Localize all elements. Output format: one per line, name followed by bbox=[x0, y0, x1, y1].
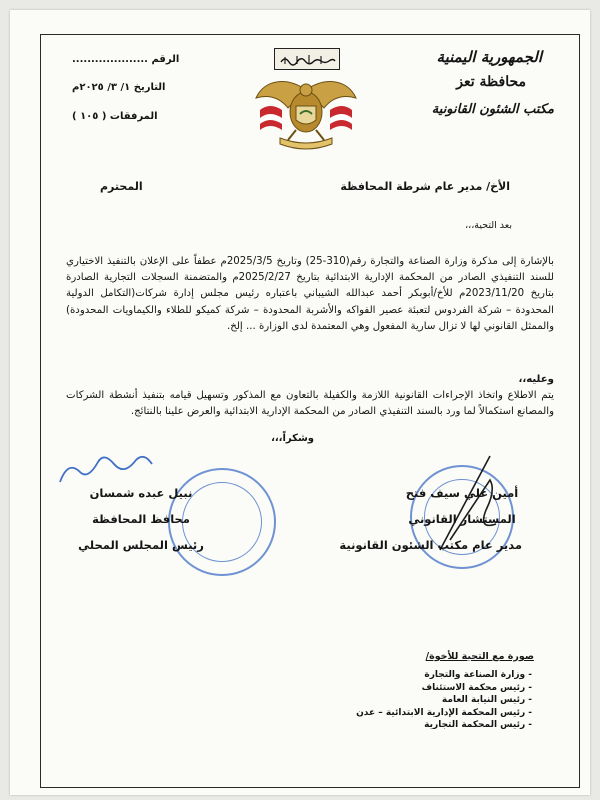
body-paragraph-2 bbox=[66, 372, 554, 421]
legal-advisor-signature bbox=[339, 480, 522, 558]
instruction-text: يتم الاطلاع واتخاذ الإجراءات القانونية اللازمة والكفيلة بالتعاون مع المذكور وتسهيل قيامه بتنفيذ أنشطة الشركات والمصانع استكمالاً لما ورد بالسند التنفيذي الصادر من المحكمة الإدارية الابتدائية والعرض علينا بالنتائج. bbox=[66, 390, 554, 418]
country-name: الجمهورية اليمنية bbox=[436, 48, 542, 66]
recipient: الأخ/ مدير عام شرطة المحافظة bbox=[340, 180, 510, 193]
cc-title: صورة مع التحية للأخوة/ bbox=[425, 651, 534, 662]
yemen-emblem-icon bbox=[252, 72, 360, 152]
cc-list bbox=[356, 669, 532, 732]
honorific: المحترم bbox=[100, 180, 143, 193]
governor-title: محافظ المحافظة bbox=[92, 512, 190, 526]
legal-advisor-title: المستشار القانوني bbox=[408, 512, 516, 526]
cc-item: - رئيس محكمة الاستئناف bbox=[421, 682, 532, 693]
and-accordingly-text: وعليه،، bbox=[518, 374, 554, 385]
greeting: بعد التحية،،، bbox=[465, 220, 512, 231]
cc-item: - رئيس المحكمة الإدارية الابتدائية – عدن bbox=[356, 707, 532, 718]
governor-name: نبيل عبده شمسان bbox=[89, 486, 193, 500]
legal-advisor-name: أمين علي سيف فتح bbox=[405, 486, 519, 500]
legal-advisor-position: مدير عام مكتب الشئون القانونية bbox=[339, 538, 522, 552]
cc-item: - رئيس المحكمة التجارية bbox=[424, 720, 532, 731]
office-name: مكتب الشئون القانونية bbox=[431, 102, 554, 117]
cc-item: - وزارة الصناعة والتجارة bbox=[424, 670, 532, 680]
attachments-count: المرفقات ( ١٠٥ ) bbox=[72, 111, 158, 122]
governor-position: رئيس المجلس المحلي bbox=[78, 538, 204, 552]
letter-date: التاريخ ١/ ٣/ ٢٠٢٥م bbox=[72, 82, 166, 93]
basmala-banner bbox=[274, 48, 340, 70]
letter-page bbox=[10, 10, 590, 795]
body-paragraph-1: بالإشارة إلى مذكرة وزارة الصناعة والتجارة رقم(310-25) وتاريخ 2025/3/5م عطفاً على الإعلان بالتنفيذ الاختياري للسند التنفيذي الصادر من المحكمة الإدارية الابتدائية بتاريخ 2025/2/27م والمتضمنة السجلات التجارية الصادرة بتاريخ 2023/11/20م للأخ/أبوبكر أحمد عبدالله الشيباني باعتباره رئيس مجلس إدارة شركات(التكامل الدولية المحدودة – شركة الفردوس لتعبئة عصير الفواكه والأشربة المحدودة – شركة كميكو للطلاء والكيماويات المحدودة) والممثل القانوني لها لا تزال سارية المفعول وهي المعتمدة لدى الوزارة ... إلخ. bbox=[66, 256, 554, 332]
reference-number: الرقم .................... bbox=[72, 54, 180, 65]
thanks-line: وشكراً،،، bbox=[271, 433, 314, 444]
governor-signature bbox=[66, 480, 216, 558]
cc-item: - رئيس النيابة العامة bbox=[441, 695, 532, 706]
governorate-name: محافظة تعز bbox=[456, 74, 526, 90]
